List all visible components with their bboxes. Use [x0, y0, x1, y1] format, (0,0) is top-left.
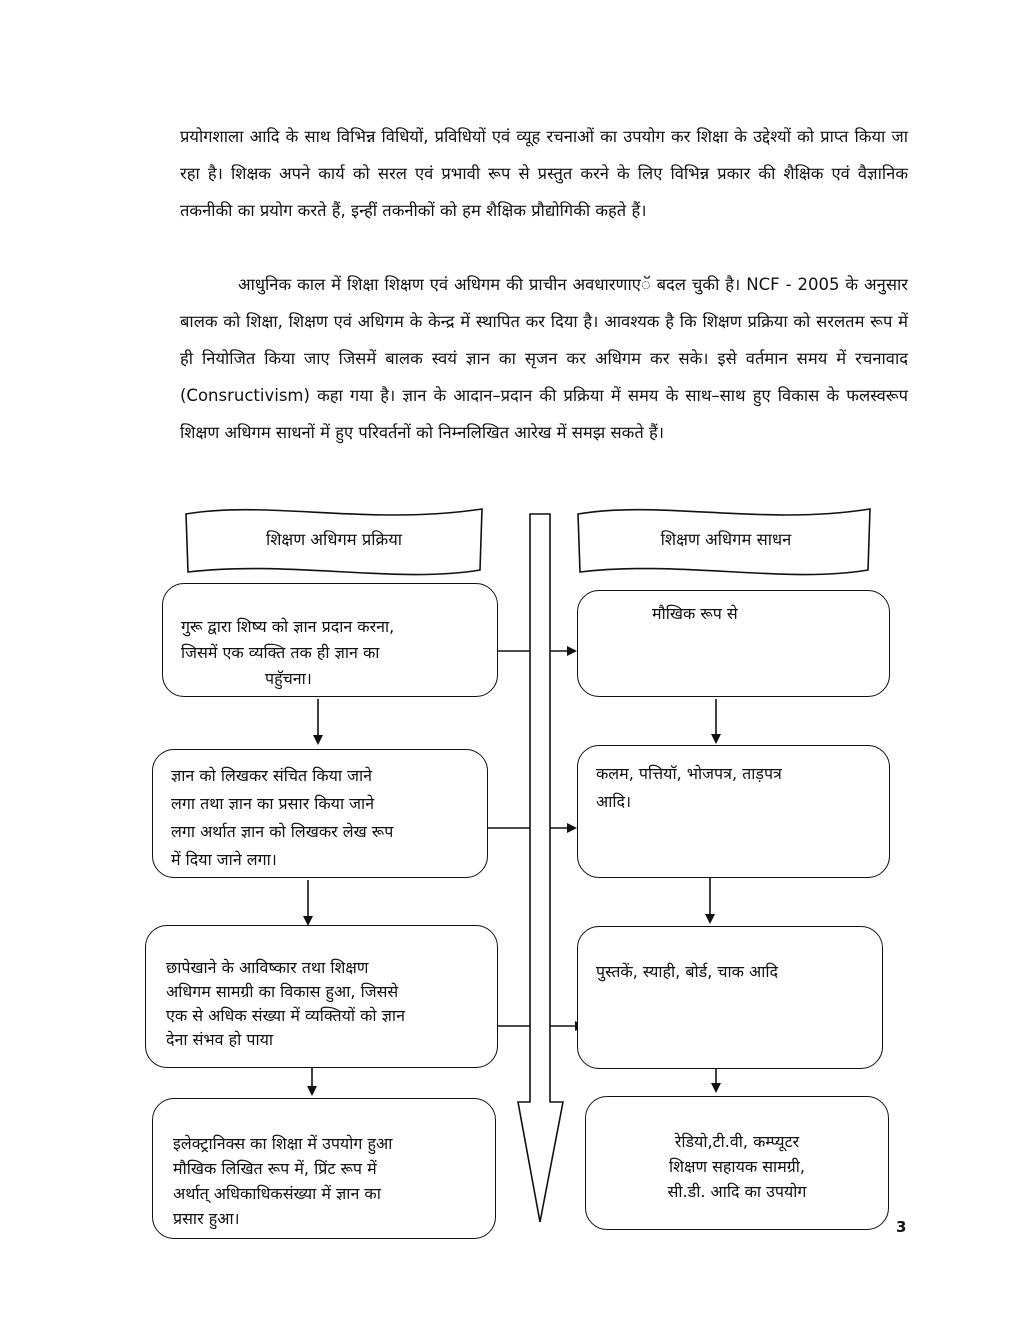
means-box-1: [577, 590, 890, 697]
means-2-line-2: आदि।: [596, 792, 632, 811]
means-3-line-1: पुस्तकें, स्याही, बोर्ड, चाक आदि: [596, 962, 779, 981]
process-2-line-4: में दिया जाने लगा।: [171, 850, 277, 869]
process-box-1: [162, 583, 498, 697]
process-2-line-3: लगा अर्थात ज्ञान को लिखकर लेख रूप: [171, 822, 394, 841]
means-box-3: [577, 926, 883, 1069]
page-number: 3: [896, 1218, 907, 1236]
paragraph-1: प्रयोगशाला आदि के साथ विभिन्न विधियों, प्रविधियों एवं व्यूह रचनाओं का उपयोग कर शिक्षा के उद्देश्यों को प्राप्त किया जा रहा है। शिक्षक अपने कार्य को सरल एवं प्रभावी रूप से प्रस्तुत करने के लिए विभिन्न प्रकार की शैक्षिक एवं वैज्ञानिक तकनीकी का प्रयोग करते हैं, इन्हीं तकनीकों को हम शैक्षिक प्रौद्योगिकी कहते हैं।: [180, 127, 908, 220]
means-1-line-1: मौखिक रूप से: [652, 604, 738, 623]
process-box-4: [152, 1098, 496, 1239]
process-box-3: [145, 925, 498, 1068]
means-box-4: [585, 1096, 889, 1230]
process-1-line-2: जिसमें एक व्यक्ति तक ही ज्ञान का: [181, 643, 380, 662]
paragraph-2: आधुनिक काल में शिक्षा शिक्षण एवं अधिगम की प्राचीन अवधारणाएॅ बदल चुकी है। NCF - 2005 के अनुसार बालक को शिक्षा, शिक्षण एवं अधिगम के केन्द्र में स्थापित कर दिया है। आवश्यक है कि शिक्षण प्रक्रिया को सरलतम रूप में ही नियोजित किया जाए जिसमें बालक स्वयं ज्ञान का सृजन कर अधिगम कर सके। इसे वर्तमान समय में रचनावाद (Consructivism) कहा गया है। ज्ञान के आदान–प्रदान की प्रक्रिया में समय के साथ–साथ हुए विकास के फलस्वरूप शिक्षण अधिगम साधनों में हुए परिवर्तनों को निम्नलिखित आरेख में समझ सकते हैं।: [180, 275, 908, 442]
process-3-line-4: देना संभव हो पाया: [166, 1030, 274, 1049]
means-2-line-1: कलम, पत्तियॉ, भोजपत्र, ताड़पत्र: [596, 764, 782, 783]
process-box-2: [152, 749, 488, 878]
process-1-line-1: गुरू द्वारा शिष्य को ज्ञान प्रदान करना,: [181, 617, 395, 636]
means-4-line-2: शिक्षण सहायक सामग्री,: [668, 1157, 806, 1176]
process-3-line-1: छापेखाने के आविष्कार तथा शिक्षण: [166, 958, 369, 977]
process-3-line-2: अधिगम सामग्री का विकास हुआ, जिससे: [166, 982, 399, 1001]
process-4-line-3: अर्थात् अधिकाधिकसंख्या में ज्ञान का: [173, 1184, 381, 1203]
means-4-line-1: रेडियो,टी.वी, कम्प्यूटर: [674, 1132, 800, 1151]
process-2-line-2: लगा तथा ज्ञान का प्रसार किया जाने: [171, 794, 375, 813]
process-4-line-2: मौखिक लिखित रूप में, प्रिंट रूप में: [173, 1159, 377, 1178]
timeline-arrow: [518, 514, 563, 1222]
process-2-line-1: ज्ञान को लिखकर संचित किया जाने: [171, 766, 373, 785]
right-header-label: शिक्षण अधिगम साधन: [660, 530, 792, 549]
process-4-line-1: इलेक्ट्रानिक्स का शिक्षा में उपयोग हुआ: [173, 1134, 393, 1153]
means-4-line-3: सी.डी. आदि का उपयोग: [667, 1182, 807, 1201]
process-3-line-3: एक से अधिक संख्या में व्यक्तियों को ज्ञान: [166, 1006, 405, 1025]
means-box-2: [577, 745, 890, 878]
process-4-line-4: प्रसार हुआ।: [173, 1209, 240, 1228]
process-1-line-3: पहुॅचना।: [265, 669, 312, 688]
left-header-label: शिक्षण अधिगम प्रक्रिया: [265, 530, 403, 549]
